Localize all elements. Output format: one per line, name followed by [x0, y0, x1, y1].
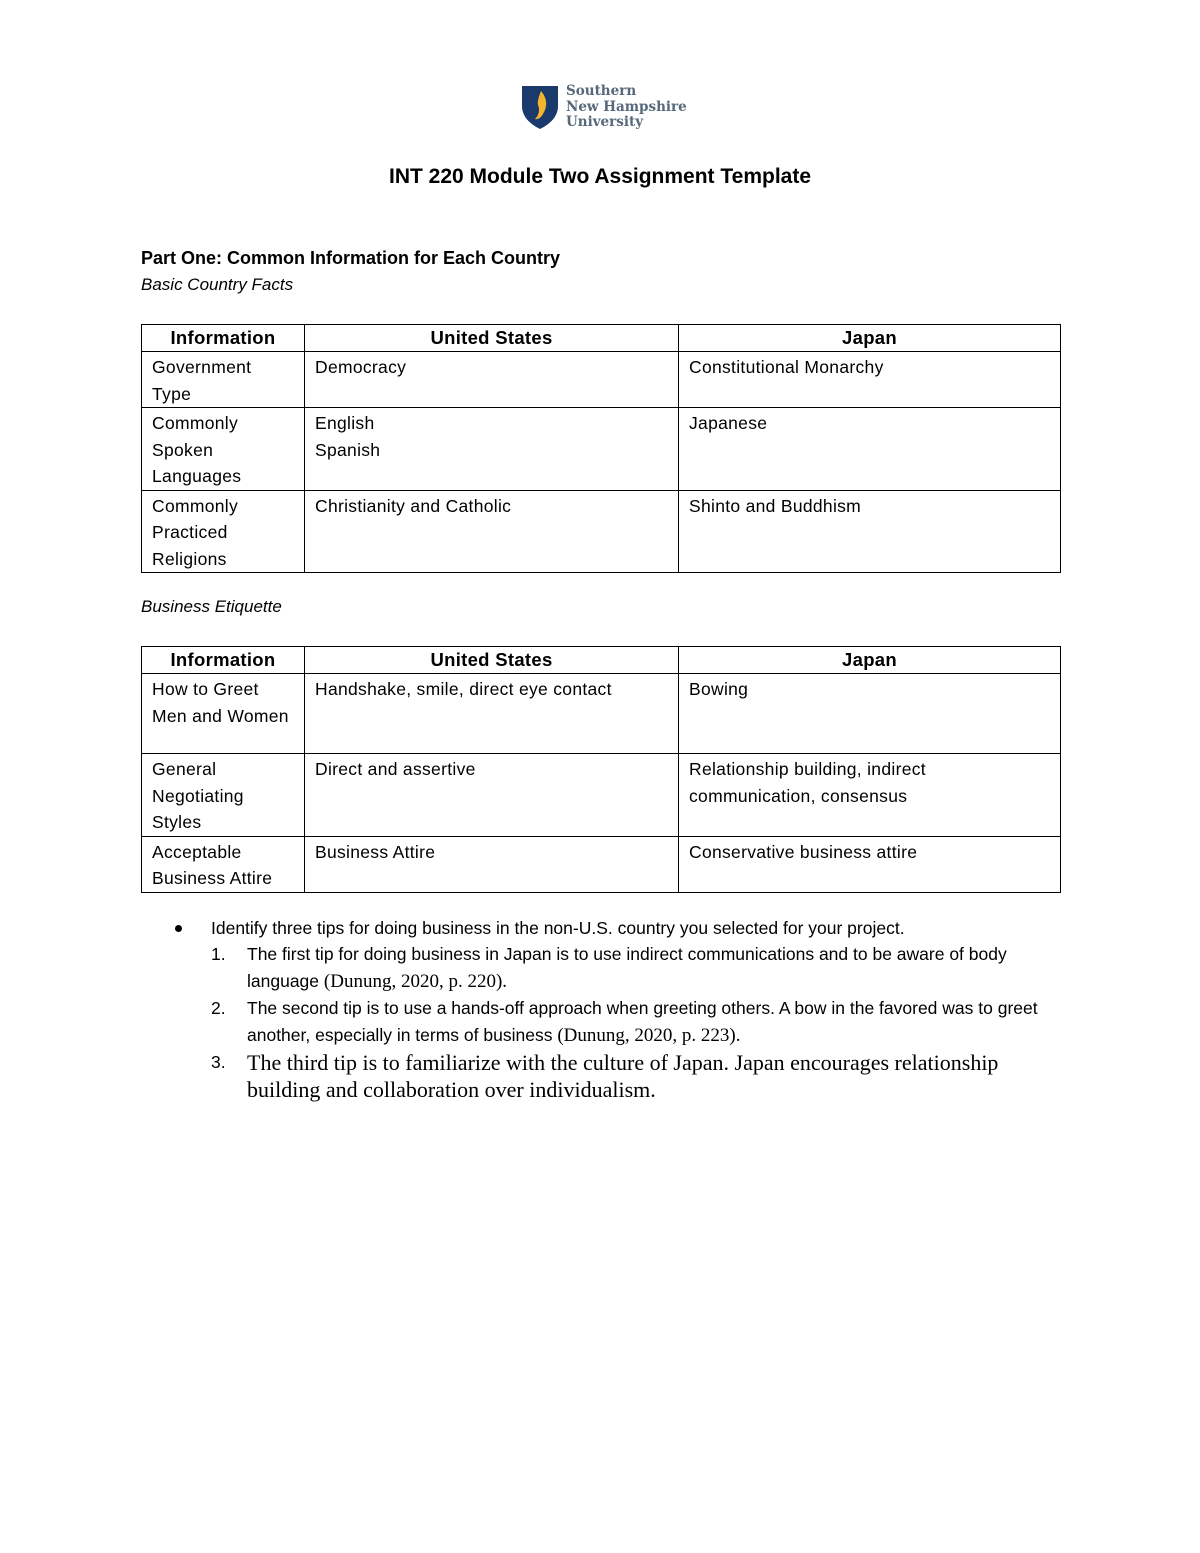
table-row [142, 352, 1061, 408]
tip-citation: (Dunung, 2020, p. 223). [557, 1025, 741, 1046]
logo-line-3: University [566, 114, 644, 130]
tip-number: 3. [211, 1052, 226, 1072]
japan-cell: Constitutional Monarchy [679, 352, 1061, 408]
info-cell: General Negotiating Styles [142, 754, 305, 837]
tip-item [141, 1049, 1071, 1103]
us-cell: Handshake, smile, direct eye contact [305, 674, 679, 754]
table-header-row [142, 647, 1061, 674]
us-cell [305, 408, 679, 491]
tip-number: 1. [211, 944, 226, 964]
university-logo [520, 84, 687, 132]
business-etiquette-table [141, 646, 1061, 893]
header-japan: Japan [679, 647, 1061, 674]
tip-citation: (Dunung, 2020, p. 220). [323, 971, 508, 992]
table-row [142, 490, 1061, 573]
us-cell: Christianity and Catholic [305, 490, 679, 573]
japan-cell: Shinto and Buddhism [679, 490, 1061, 573]
basic-facts-label: Basic Country Facts [141, 275, 294, 294]
table-row [142, 836, 1061, 892]
header-united-states: United States [305, 325, 679, 352]
tips-prompt-item [141, 915, 1071, 941]
tips-section [141, 915, 1071, 1103]
table-header-row [142, 325, 1061, 352]
japan-cell: Japanese [679, 408, 1061, 491]
header-information: Information [142, 647, 305, 674]
part-one-heading: Part One: Common Information for Each Country [141, 248, 561, 268]
tip-item [141, 941, 1071, 995]
basic-facts-table [141, 324, 1061, 573]
tip-number: 2. [211, 998, 226, 1018]
japan-cell: Bowing [679, 674, 1061, 754]
logo-line-1: Southern [566, 83, 637, 99]
tips-prompt: Identify three tips for doing business in the non-U.S. country you selected for your project. [211, 918, 905, 938]
document-title: INT 220 Module Two Assignment Template [389, 165, 811, 188]
business-etiquette-label: Business Etiquette [141, 597, 282, 616]
table-row [142, 674, 1061, 754]
info-cell: Government Type [142, 352, 305, 408]
language-line: English [315, 413, 375, 433]
tip-text: The third tip is to familiarize with the culture of Japan. Japan encourages relationship building and collaboration over individualism. [247, 1050, 999, 1102]
logo-line-2: New Hampshire [566, 98, 687, 115]
header-japan: Japan [679, 325, 1061, 352]
japan-cell: Conservative business attire [679, 836, 1061, 892]
tip-text: The first tip for doing business in Japan is to use indirect communications and to be aware of body language [247, 944, 1007, 991]
table-row [142, 754, 1061, 837]
header-information: Information [142, 325, 305, 352]
info-cell: How to Greet Men and Women [142, 674, 305, 754]
logo-wordmark [566, 84, 687, 131]
shield-flame-icon [520, 84, 560, 130]
us-cell: Democracy [305, 352, 679, 408]
header-united-states: United States [305, 647, 679, 674]
bullet-icon [175, 925, 182, 932]
language-line: Spanish [315, 439, 381, 460]
tip-text: The second tip is to use a hands-off approach when greeting others. A bow in the favored was to greet another, especially in terms of business [247, 998, 1038, 1045]
tip-item [141, 995, 1071, 1049]
info-cell: Commonly Practiced Religions [142, 490, 305, 573]
japan-cell: Relationship building, indirect communication, consensus [679, 754, 1061, 837]
us-cell: Business Attire [305, 836, 679, 892]
info-cell: Acceptable Business Attire [142, 836, 305, 892]
us-cell: Direct and assertive [305, 754, 679, 837]
info-cell: Commonly Spoken Languages [142, 408, 305, 491]
table-row [142, 408, 1061, 491]
